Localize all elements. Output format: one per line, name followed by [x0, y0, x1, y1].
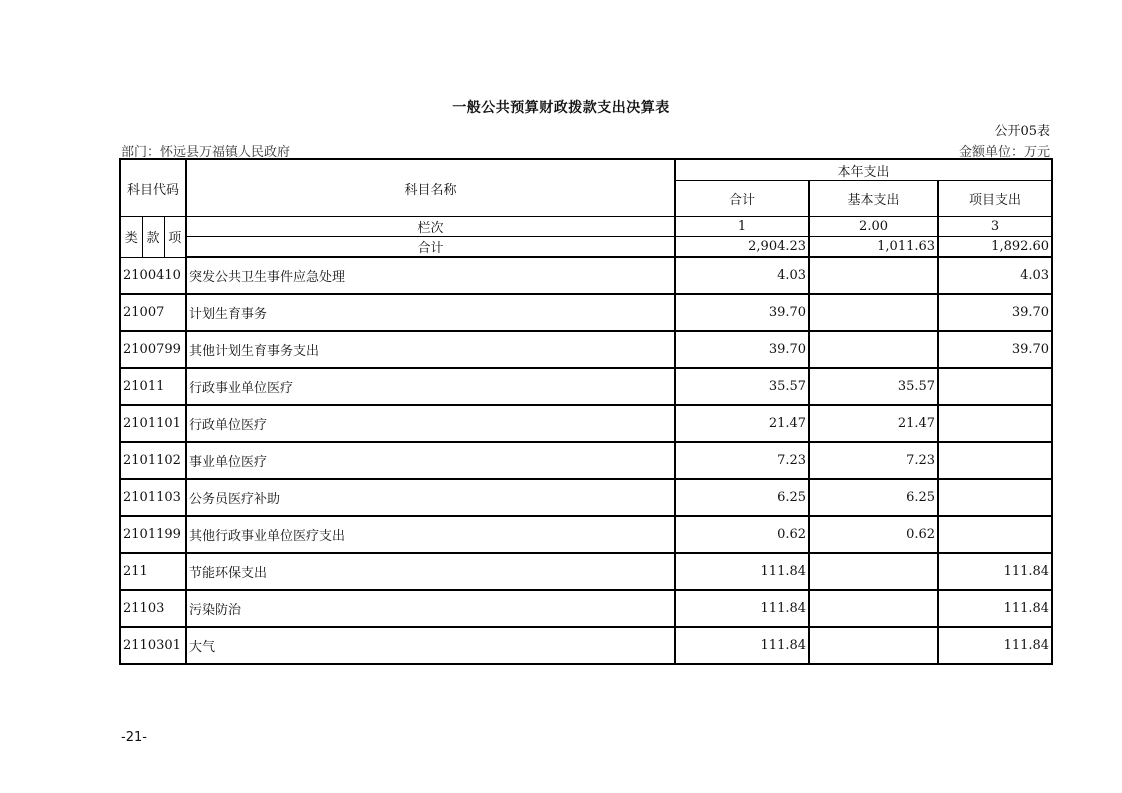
row-total: 111.84: [675, 590, 809, 627]
row-code: 2101101: [120, 405, 186, 442]
row-code: 2110301: [120, 627, 186, 664]
row-project: [938, 516, 1052, 553]
header-name: 科目名称: [186, 159, 675, 217]
row-code: 21103: [120, 590, 186, 627]
table-row: [120, 627, 1052, 664]
table-row: [120, 516, 1052, 553]
row-total: 6.25: [675, 479, 809, 516]
header-project: 项目支出: [938, 181, 1052, 217]
header-basic: 基本支出: [809, 181, 938, 217]
row-basic: [809, 553, 938, 590]
amount-unit-label: 金额单位：万元: [958, 145, 1050, 160]
table-row: [120, 405, 1052, 442]
row-code: 2100410: [120, 257, 186, 294]
row-project: 39.70: [938, 294, 1052, 331]
row-basic: [809, 257, 938, 294]
sum-total: 2,904.23: [675, 237, 809, 258]
row-total: 0.62: [675, 516, 809, 553]
index-row: [120, 217, 1052, 237]
row-total: 39.70: [675, 294, 809, 331]
table-row: [120, 442, 1052, 479]
row-project: [938, 368, 1052, 405]
page-number: -21-: [121, 730, 147, 745]
row-total: 35.57: [675, 368, 809, 405]
table-row: [120, 590, 1052, 627]
index-label: 栏次: [186, 217, 675, 237]
row-code: 211: [120, 553, 186, 590]
row-project: 111.84: [938, 590, 1052, 627]
report-title: 一般公共预算财政拨款支出决算表: [452, 100, 670, 116]
table-row: [120, 294, 1052, 331]
row-code: 2100799: [120, 331, 186, 368]
row-code: 2101102: [120, 442, 186, 479]
row-basic: 35.57: [809, 368, 938, 405]
row-name: 其他计划生育事务支出: [186, 331, 675, 368]
row-total: 4.03: [675, 257, 809, 294]
row-code: 2101199: [120, 516, 186, 553]
sum-row: [120, 237, 1052, 258]
index-basic: 2.00: [809, 217, 938, 237]
row-basic: 6.25: [809, 479, 938, 516]
row-basic: [809, 331, 938, 368]
header-kuan: 款: [142, 217, 164, 258]
header-xiang: 项: [164, 217, 186, 258]
row-name: 节能环保支出: [186, 553, 675, 590]
table-row: [120, 368, 1052, 405]
header-lei: 类: [120, 217, 142, 258]
expenditure-table: [119, 158, 1053, 665]
row-basic: 0.62: [809, 516, 938, 553]
row-project: [938, 479, 1052, 516]
row-name: 污染防治: [186, 590, 675, 627]
table-row: [120, 257, 1052, 294]
header-row-1: [120, 159, 1052, 181]
row-name: 事业单位医疗: [186, 442, 675, 479]
row-project: 39.70: [938, 331, 1052, 368]
row-basic: [809, 294, 938, 331]
form-code: 公开05表: [994, 124, 1050, 139]
row-name: 大气: [186, 627, 675, 664]
row-name: 行政事业单位医疗: [186, 368, 675, 405]
sum-label: 合计: [186, 237, 675, 258]
row-project: 111.84: [938, 627, 1052, 664]
header-total: 合计: [675, 181, 809, 217]
row-basic: 7.23: [809, 442, 938, 479]
table-row: [120, 553, 1052, 590]
row-name: 行政单位医疗: [186, 405, 675, 442]
row-total: 111.84: [675, 553, 809, 590]
header-year-expense: 本年支出: [675, 159, 1052, 181]
index-total: 1: [675, 217, 809, 237]
sum-basic: 1,011.63: [809, 237, 938, 258]
row-name: 突发公共卫生事件应急处理: [186, 257, 675, 294]
row-total: 111.84: [675, 627, 809, 664]
row-code: 2101103: [120, 479, 186, 516]
sum-project: 1,892.60: [938, 237, 1052, 258]
row-project: 111.84: [938, 553, 1052, 590]
department-label: 部门：怀远县万福镇人民政府: [121, 145, 291, 160]
table-row: [120, 479, 1052, 516]
row-code: 21007: [120, 294, 186, 331]
row-basic: 21.47: [809, 405, 938, 442]
row-name: 公务员医疗补助: [186, 479, 675, 516]
row-basic: [809, 627, 938, 664]
row-code: 21011: [120, 368, 186, 405]
row-basic: [809, 590, 938, 627]
header-code-group: 科目代码: [120, 159, 186, 217]
row-total: 7.23: [675, 442, 809, 479]
index-project: 3: [938, 217, 1052, 237]
row-project: [938, 405, 1052, 442]
table-row: [120, 331, 1052, 368]
row-total: 39.70: [675, 331, 809, 368]
row-name: 计划生育事务: [186, 294, 675, 331]
row-project: 4.03: [938, 257, 1052, 294]
row-total: 21.47: [675, 405, 809, 442]
row-name: 其他行政事业单位医疗支出: [186, 516, 675, 553]
row-project: [938, 442, 1052, 479]
